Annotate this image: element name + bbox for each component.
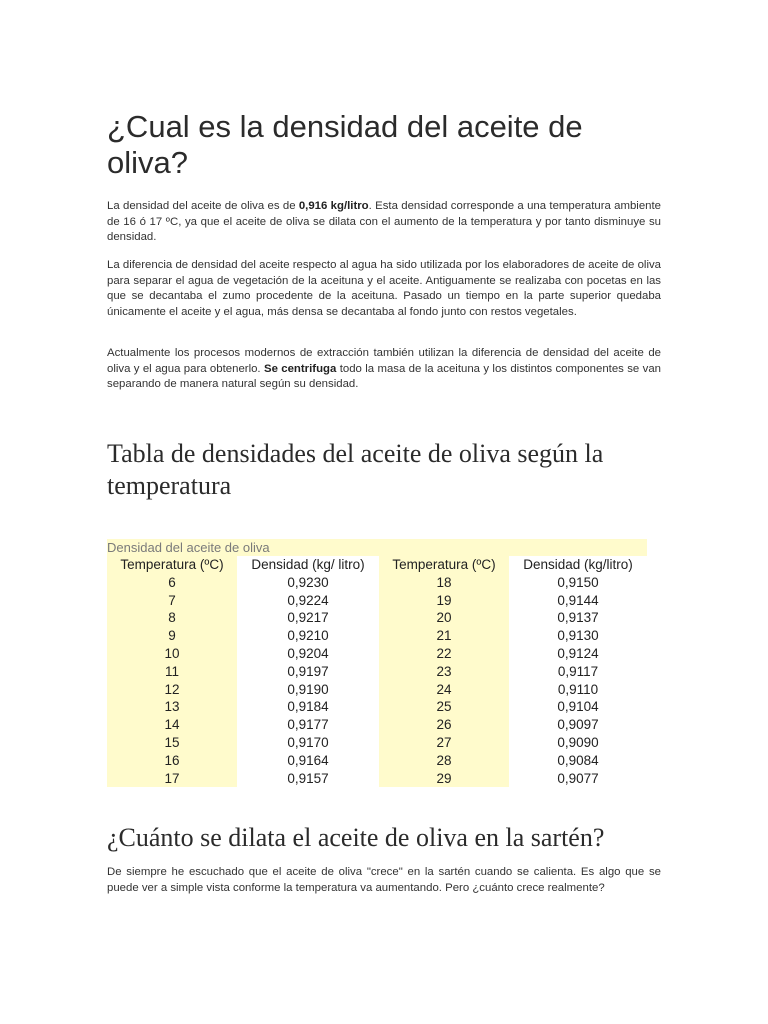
cell-temperature-2: 22 bbox=[379, 645, 509, 663]
table-caption: Densidad del aceite de oliva bbox=[107, 539, 647, 556]
cell-density-2: 0,9077 bbox=[509, 770, 647, 788]
cell-temperature-1: 15 bbox=[107, 734, 237, 752]
density-table bbox=[107, 539, 647, 787]
cell-temperature-2: 28 bbox=[379, 752, 509, 770]
cell-temperature-2: 21 bbox=[379, 627, 509, 645]
cell-temperature-2: 20 bbox=[379, 609, 509, 627]
intro-text-start: La densidad del aceite de oliva es de bbox=[107, 200, 299, 212]
cell-temperature-2: 23 bbox=[379, 663, 509, 681]
dilation-paragraph: De siempre he escuchado que el aceite de oliva "crece" en la sartén cuando se calienta. Es algo que se puede ver a simple vista conforme la temperatura va aumentando. Pero ¿cuánto crece realmente? bbox=[107, 866, 661, 894]
cell-density-1: 0,9210 bbox=[237, 627, 379, 645]
cell-temperature-1: 13 bbox=[107, 698, 237, 716]
cell-density-2: 0,9124 bbox=[509, 645, 647, 663]
table-caption-row bbox=[107, 539, 647, 556]
table-row bbox=[107, 609, 647, 627]
header-density-2: Densidad (kg/litro) bbox=[509, 556, 647, 574]
modern-text-end: todo la masa de la aceituna y los distintos componentes se van separando de manera natural según su densidad. bbox=[107, 362, 661, 390]
cell-temperature-2: 27 bbox=[379, 734, 509, 752]
cell-density-2: 0,9090 bbox=[509, 734, 647, 752]
intro-text-end: . Esta densidad corresponde a una temperatura ambiente de 16 ó 17 ºC, ya que el aceite de oliva se dilata con el aumento de la temperatura y por tanto disminuye su densidad. bbox=[107, 200, 661, 243]
cell-temperature-1: 16 bbox=[107, 752, 237, 770]
table-row bbox=[107, 592, 647, 610]
cell-density-2: 0,9117 bbox=[509, 663, 647, 681]
page-title: ¿Cual es la densidad del aceite de oliva? bbox=[107, 109, 583, 180]
intro-paragraph-density bbox=[107, 199, 661, 246]
table-row bbox=[107, 574, 647, 592]
intro-paragraph-modern bbox=[107, 346, 661, 393]
cell-density-2: 0,9104 bbox=[509, 698, 647, 716]
table-row bbox=[107, 698, 647, 716]
cell-density-1: 0,9184 bbox=[237, 698, 379, 716]
cell-temperature-1: 14 bbox=[107, 716, 237, 734]
header-temperature-1: Temperatura (ºC) bbox=[107, 556, 237, 574]
cell-temperature-2: 18 bbox=[379, 574, 509, 592]
cell-density-1: 0,9224 bbox=[237, 592, 379, 610]
cell-density-1: 0,9217 bbox=[237, 609, 379, 627]
cell-density-1: 0,9197 bbox=[237, 663, 379, 681]
table-row bbox=[107, 734, 647, 752]
cell-density-1: 0,9164 bbox=[237, 752, 379, 770]
cell-density-2: 0,9144 bbox=[509, 592, 647, 610]
header-density-1: Densidad (kg/ litro) bbox=[237, 556, 379, 574]
section-heading-table: Tabla de densidades del aceite de oliva según la temperatura bbox=[107, 439, 604, 500]
header-temperature-2: Temperatura (ºC) bbox=[379, 556, 509, 574]
cell-density-1: 0,9204 bbox=[237, 645, 379, 663]
table-row bbox=[107, 770, 647, 788]
table-header-row bbox=[107, 556, 647, 574]
cell-density-1: 0,9157 bbox=[237, 770, 379, 788]
cell-density-1: 0,9230 bbox=[237, 574, 379, 592]
cell-temperature-1: 7 bbox=[107, 592, 237, 610]
cell-temperature-2: 19 bbox=[379, 592, 509, 610]
modern-text-start: Actualmente los procesos modernos de extracción también utilizan la diferencia de densidad del aceite de oliva y el agua para obtenerlo. bbox=[107, 347, 661, 375]
cell-density-2: 0,9137 bbox=[509, 609, 647, 627]
cell-temperature-2: 25 bbox=[379, 698, 509, 716]
cell-temperature-1: 11 bbox=[107, 663, 237, 681]
density-value-bold: 0,916 kg/litro bbox=[298, 200, 369, 212]
cell-temperature-1: 17 bbox=[107, 770, 237, 788]
table-row bbox=[107, 627, 647, 645]
cell-density-2: 0,9097 bbox=[509, 716, 647, 734]
cell-temperature-2: 26 bbox=[379, 716, 509, 734]
cell-temperature-1: 6 bbox=[107, 574, 237, 592]
cell-temperature-2: 24 bbox=[379, 681, 509, 699]
table-row bbox=[107, 716, 647, 734]
cell-density-1: 0,9177 bbox=[237, 716, 379, 734]
table-row bbox=[107, 663, 647, 681]
cell-temperature-1: 8 bbox=[107, 609, 237, 627]
cell-temperature-2: 29 bbox=[379, 770, 509, 788]
cell-density-1: 0,9170 bbox=[237, 734, 379, 752]
cell-density-2: 0,9150 bbox=[509, 574, 647, 592]
cell-temperature-1: 12 bbox=[107, 681, 237, 699]
table-row bbox=[107, 681, 647, 699]
cell-density-2: 0,9130 bbox=[509, 627, 647, 645]
table-row bbox=[107, 645, 647, 663]
cell-density-2: 0,9084 bbox=[509, 752, 647, 770]
section-heading-dilation: ¿Cuánto se dilata el aceite de oliva en la sartén? bbox=[107, 823, 605, 852]
cell-temperature-1: 9 bbox=[107, 627, 237, 645]
cell-density-1: 0,9190 bbox=[237, 681, 379, 699]
cell-temperature-1: 10 bbox=[107, 645, 237, 663]
table-row bbox=[107, 752, 647, 770]
centrifuge-bold: Se centrifuga bbox=[263, 362, 337, 375]
intro-paragraph-history: La diferencia de densidad del aceite respecto al agua ha sido utilizada por los elaboradores de aceite de oliva para separar el agua de vegetación de la aceituna y el aceite. Antiguamente se realizaba con pocetas en las que se decantaba el zumo procedente de la aceituna. Pasado un tiempo en la parte superior quedaba únicamente el aceite y el agua, más densa se decantaba al fondo junto con restos vegetales. bbox=[107, 259, 661, 318]
cell-density-2: 0,9110 bbox=[509, 681, 647, 699]
